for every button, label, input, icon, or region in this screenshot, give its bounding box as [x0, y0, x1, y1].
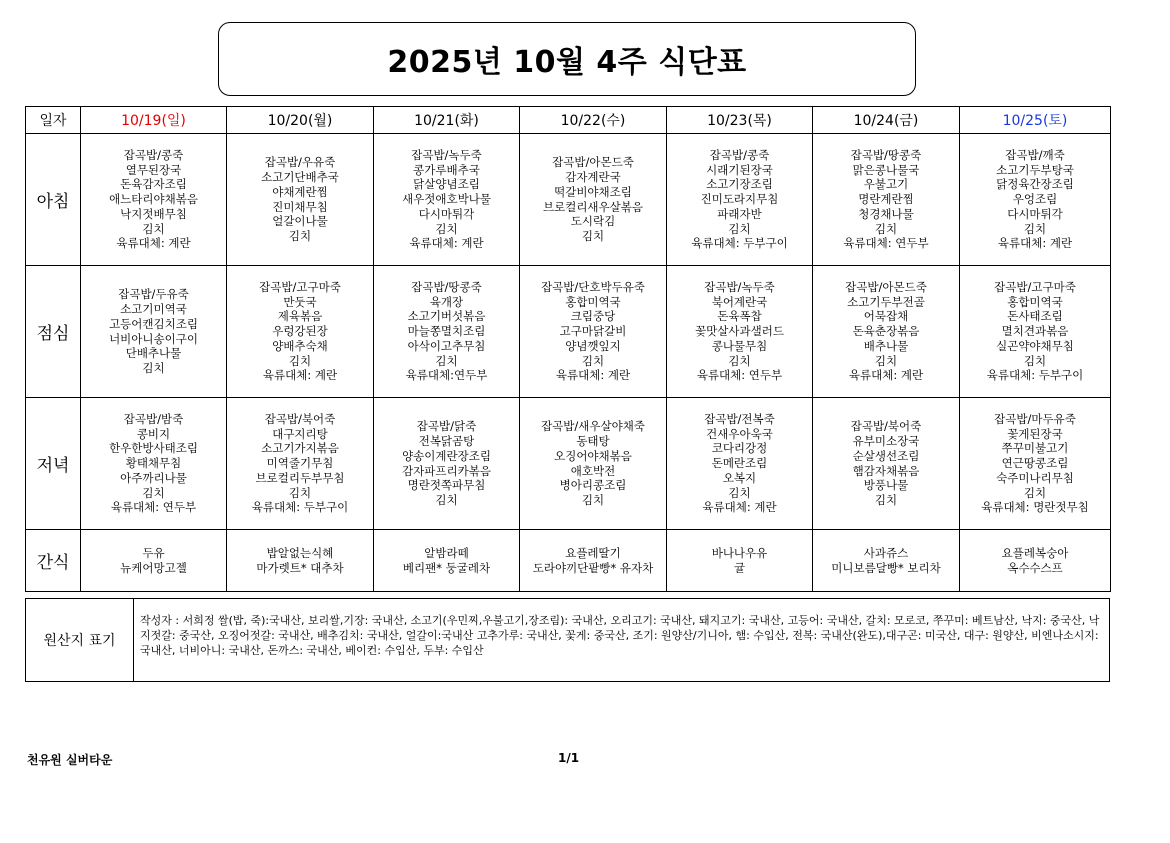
menu-item: 전복닭곰탕 — [418, 434, 475, 449]
menu-item: 숙주미나리무침 — [996, 470, 1074, 485]
menu-item: 김치 — [288, 485, 312, 500]
menu-cell — [960, 266, 1111, 398]
menu-item: 김치 — [581, 492, 605, 507]
menu-cell — [227, 398, 374, 530]
menu-item: 양념깻잎지 — [565, 338, 621, 353]
menu-cell — [960, 530, 1111, 592]
menu-item: 아주까리나물 — [120, 470, 187, 485]
menu-item: 잡곡밥/콩죽 — [709, 148, 770, 163]
menu-item: 육류대체: 계란 — [262, 368, 338, 383]
meal-row — [26, 530, 1111, 592]
meal-row — [26, 398, 1111, 530]
menu-cell — [374, 266, 520, 398]
menu-cell — [81, 134, 227, 266]
menu-cell — [813, 398, 960, 530]
menu-cell — [520, 398, 667, 530]
menu-item: 밥알없는식혜 — [266, 545, 334, 560]
menu-item: 감자파프리카볶음 — [402, 463, 491, 478]
menu-cell — [81, 266, 227, 398]
menu-item: 김치 — [874, 221, 898, 236]
menu-item: 잡곡밥/아몬드죽 — [552, 155, 634, 170]
menu-item: 제육볶음 — [277, 309, 323, 324]
menu-item: 돈육춘장볶음 — [852, 324, 920, 339]
menu-item: 쭈꾸미불고기 — [1001, 441, 1069, 456]
menu-item: 방풍나물 — [863, 478, 909, 493]
menu-item: 김치 — [874, 492, 898, 507]
meal-row — [26, 134, 1111, 266]
menu-item: 소고기버섯볶음 — [407, 309, 486, 324]
menu-item: 닭정육간장조림 — [996, 177, 1074, 192]
menu-cell — [374, 398, 520, 530]
title-box — [218, 22, 916, 96]
menu-item: 진미채무침 — [272, 199, 328, 214]
menu-item: 북어계란국 — [711, 294, 768, 309]
menu-item: 육류대체:연두부 — [405, 368, 488, 383]
menu-item: 단배추나물 — [125, 346, 182, 361]
menu-item: 육류대체: 계란 — [409, 236, 484, 251]
menu-item: 낙지젓배무침 — [120, 206, 187, 221]
menu-item: 김치 — [288, 353, 312, 368]
menu-item: 미니보름달빵* 보리차 — [831, 560, 941, 575]
menu-item: 바나나우유 — [711, 545, 768, 560]
menu-item: 김치 — [435, 353, 458, 368]
menu-item: 잡곡밥/땅콩죽 — [411, 280, 482, 295]
menu-item: 잡곡밥/밤죽 — [123, 412, 184, 427]
day-header: 10/21(화) — [374, 107, 520, 134]
menu-item: 대구지리탕 — [272, 426, 328, 441]
menu-item: 도시락김 — [570, 214, 616, 229]
menu-item: 잡곡밥/녹두죽 — [411, 148, 482, 163]
menu-item: 애호박전 — [570, 463, 616, 478]
menu-item: 양송이계란장조림 — [402, 448, 491, 463]
menu-item: 김치 — [728, 353, 751, 368]
meal-label: 아침 — [26, 134, 81, 266]
menu-item: 소고기가지볶음 — [261, 441, 339, 456]
menu-item: 육류대체: 두부구이 — [691, 236, 788, 251]
menu-table — [25, 106, 1111, 592]
menu-item: 순살생선조림 — [852, 448, 920, 463]
footer-org: 천유원 실버타운 — [27, 753, 113, 767]
menu-cell — [227, 266, 374, 398]
menu-item: 육류대체: 계란 — [997, 236, 1073, 251]
menu-item: 연근땅콩조림 — [1001, 456, 1069, 471]
menu-cell — [960, 134, 1111, 266]
menu-item: 요플레복숭아 — [1001, 545, 1069, 560]
menu-cell — [667, 266, 813, 398]
menu-cell — [813, 530, 960, 592]
menu-item: 요플레딸기 — [565, 545, 621, 560]
menu-cell — [813, 266, 960, 398]
menu-item: 마가렛트* 대추차 — [256, 560, 344, 575]
menu-item: 뉴케어망고젤 — [120, 560, 187, 575]
menu-item: 마늘쫑멸치조림 — [407, 324, 486, 339]
menu-item: 육류대체: 두부구이 — [251, 500, 349, 515]
menu-item: 잡곡밥/새우살야채죽 — [541, 419, 645, 434]
menu-cell — [667, 134, 813, 266]
menu-item: 오징어야채볶음 — [554, 448, 632, 463]
menu-cell — [520, 530, 667, 592]
menu-item: 김치 — [435, 492, 458, 507]
menu-cell — [520, 266, 667, 398]
menu-item: 소고기두부탕국 — [996, 162, 1074, 177]
menu-item: 돈사태조림 — [1007, 309, 1063, 324]
menu-item: 열무된장국 — [125, 162, 182, 177]
menu-item: 너비아니송이구이 — [109, 331, 198, 346]
menu-item: 김치 — [142, 221, 165, 236]
menu-item: 양배추숙채 — [272, 338, 328, 353]
menu-cell — [667, 530, 813, 592]
date-column-header: 일자 — [26, 107, 81, 134]
menu-item: 육류대체: 계란 — [116, 236, 191, 251]
menu-item: 아삭이고추무침 — [407, 338, 486, 353]
menu-item: 꽃맛살사과샐러드 — [695, 324, 784, 339]
menu-item: 떡갈비야채조림 — [554, 184, 632, 199]
menu-item: 김치 — [288, 228, 312, 243]
menu-item: 콩나물무침 — [711, 338, 768, 353]
menu-item: 잡곡밥/닭죽 — [416, 419, 477, 434]
menu-item: 브로컬리두부무침 — [255, 470, 345, 485]
menu-item: 애느타리야채볶음 — [109, 192, 198, 207]
menu-item: 진미도라지무침 — [700, 192, 779, 207]
menu-item: 도라야끼단팥빵* 유자차 — [532, 560, 654, 575]
menu-item: 미역줄기무침 — [266, 456, 334, 471]
menu-item: 잡곡밥/녹두죽 — [704, 280, 775, 295]
menu-item: 유부미소장국 — [852, 434, 920, 449]
menu-item: 돈육폭찹 — [717, 309, 762, 324]
menu-cell — [374, 134, 520, 266]
menu-item: 홍합미역국 — [565, 294, 621, 309]
menu-item: 돈메란조림 — [711, 456, 768, 471]
menu-item: 꽃게된장국 — [1007, 426, 1063, 441]
menu-item: 시래기된장국 — [706, 162, 773, 177]
menu-item: 옥수수스프 — [1007, 560, 1063, 575]
menu-item: 배추나물 — [863, 338, 909, 353]
menu-item: 잡곡밥/콩죽 — [123, 148, 184, 163]
menu-item: 청경채나물 — [858, 206, 914, 221]
meal-label: 간식 — [26, 530, 81, 592]
day-header: 10/23(목) — [667, 107, 813, 134]
menu-item: 육류대체: 연두부 — [696, 368, 783, 383]
menu-item: 소고기두부전골 — [847, 294, 925, 309]
menu-item: 김치 — [1023, 221, 1047, 236]
menu-item: 콩비지 — [136, 426, 171, 441]
menu-item: 파래자반 — [717, 206, 762, 221]
menu-item: 황태채무침 — [125, 456, 182, 471]
origin-text: 작성자 : 서희정 쌀(밥, 죽):국내산, 보리쌀,기장: 국내산, 소고기(우민찌,우불고기,장조림): 국내산, 오리고기: 국내산, 돼지고기: 국내산, 고등어: 국내산, 갈치: 모로코, 쭈꾸미: 베트남산, 낙지: 중국산, 낙지젓갈: 중국산, 오징어젓갈: 국내산, 배추김치: 국내산, 얼갈이:국내산 고추가루: 국내산, 꽃게: 중국산, 조기: 원양산/기니아, 햄: 수입산, 전복: 국내산(완도),대구곤: 미국산, 대구: 원양산, 비엔나소시지: 국내산, 너비아니: 국내산, 돈까스: 국내산, 베이컨: 수입산, 두부: 수입산 — [134, 599, 1110, 682]
menu-item: 잡곡밥/깨죽 — [1005, 148, 1065, 163]
menu-item: 김치 — [1023, 485, 1047, 500]
menu-item: 고등어캔김치조림 — [109, 316, 198, 331]
menu-item: 김치 — [728, 221, 751, 236]
day-header: 10/22(수) — [520, 107, 667, 134]
menu-item: 얼갈이나물 — [272, 214, 328, 229]
menu-item: 육류대체: 계란 — [848, 368, 924, 383]
menu-item: 잡곡밥/북어죽 — [850, 419, 922, 434]
menu-item: 잡곡밥/단호박두유죽 — [541, 280, 645, 295]
menu-cell — [667, 398, 813, 530]
menu-item: 잡곡밥/고구마죽 — [259, 280, 341, 295]
menu-item: 다시마튀각 — [418, 206, 475, 221]
menu-item: 귤 — [733, 560, 746, 575]
menu-item: 고구마닭갈비 — [559, 324, 627, 339]
menu-item: 김치 — [581, 353, 605, 368]
menu-item: 브로컬리새우살볶음 — [543, 199, 643, 214]
menu-item: 맑은콩나물국 — [852, 162, 920, 177]
origin-table — [25, 598, 1110, 682]
menu-item: 크림중당 — [570, 309, 616, 324]
day-header: 10/25(토) — [960, 107, 1111, 134]
menu-item: 육개장 — [429, 294, 464, 309]
menu-item: 동태탕 — [576, 434, 610, 449]
menu-item: 코다리강정 — [711, 441, 768, 456]
menu-item: 우불고기 — [863, 177, 909, 192]
menu-item: 감자계란국 — [565, 170, 621, 185]
menu-item: 콩가루배추국 — [413, 162, 480, 177]
menu-item: 소고기장조림 — [706, 177, 773, 192]
menu-item: 사과쥬스 — [863, 545, 909, 560]
menu-cell — [81, 398, 227, 530]
menu-item: 잡곡밥/우유죽 — [264, 155, 336, 170]
menu-item: 알밤라떼 — [424, 545, 469, 560]
menu-item: 잡곡밥/마두유죽 — [994, 412, 1076, 427]
menu-cell — [960, 398, 1111, 530]
page-title: 2025년 10월 4주 식단표 — [387, 45, 747, 80]
meal-row — [26, 266, 1111, 398]
menu-item: 육류대체: 명란젓무침 — [981, 500, 1089, 515]
menu-item: 우렁강된장 — [272, 324, 328, 339]
page-number: 1/1 — [558, 751, 580, 765]
menu-item: 육류대체: 계란 — [702, 500, 777, 515]
menu-item: 잡곡밥/두유죽 — [118, 287, 189, 302]
day-header: 10/20(월) — [227, 107, 374, 134]
menu-item: 잡곡밥/북어죽 — [264, 412, 336, 427]
menu-item: 김치 — [435, 221, 458, 236]
menu-cell — [227, 134, 374, 266]
menu-item: 육류대체: 두부구이 — [986, 368, 1084, 383]
menu-item: 김치 — [728, 485, 751, 500]
menu-item: 닭살양념조림 — [413, 177, 480, 192]
menu-item: 소고기미역국 — [120, 302, 187, 317]
day-header: 10/19(일) — [81, 107, 227, 134]
menu-item: 돈육감자조림 — [120, 177, 187, 192]
menu-item: 잡곡밥/아몬드죽 — [845, 280, 927, 295]
menu-item: 잡곡밥/전복죽 — [704, 412, 775, 427]
menu-cell — [813, 134, 960, 266]
header-row — [26, 107, 1111, 134]
menu-item: 오복지 — [722, 470, 757, 485]
menu-cell — [81, 530, 227, 592]
menu-cell — [374, 530, 520, 592]
menu-item: 육류대체: 계란 — [555, 368, 631, 383]
meal-label: 점심 — [26, 266, 81, 398]
menu-item: 한우한방사태조림 — [109, 441, 198, 456]
menu-item: 우엉조림 — [1012, 192, 1058, 207]
menu-item: 베리팬* 둥굴레차 — [402, 560, 491, 575]
menu-item: 김치 — [142, 360, 165, 375]
menu-item: 만둣국 — [283, 294, 317, 309]
menu-item: 김치 — [142, 485, 165, 500]
menu-item: 김치 — [874, 353, 898, 368]
menu-item: 건새우아욱국 — [706, 426, 773, 441]
menu-item: 육류대체: 연두부 — [843, 236, 929, 251]
menu-cell — [227, 530, 374, 592]
menu-item: 병아리콩조림 — [559, 478, 627, 493]
menu-item: 다시마튀각 — [1007, 206, 1063, 221]
day-header: 10/24(금) — [813, 107, 960, 134]
menu-item: 홍합미역국 — [1007, 294, 1063, 309]
menu-item: 김치 — [1023, 353, 1047, 368]
menu-item: 새우젓애호박나물 — [402, 192, 491, 207]
menu-item: 두유 — [142, 545, 165, 560]
menu-item: 육류대체: 연두부 — [110, 500, 197, 515]
menu-item: 야채계란찜 — [272, 184, 328, 199]
menu-item: 김치 — [581, 228, 605, 243]
menu-item: 명란젓쪽파무침 — [407, 478, 486, 493]
menu-item: 어묵잡채 — [863, 309, 909, 324]
menu-item: 소고기단배추국 — [261, 170, 339, 185]
menu-item: 명란계란찜 — [858, 192, 914, 207]
menu-cell — [520, 134, 667, 266]
menu-item: 잡곡밥/땅콩죽 — [850, 148, 922, 163]
menu-item: 멸치견과볶음 — [1001, 324, 1069, 339]
meal-label: 저녁 — [26, 398, 81, 530]
origin-label: 원산지 표기 — [26, 599, 134, 682]
menu-item: 잡곡밥/고구마죽 — [994, 280, 1076, 295]
menu-item: 햄감자채볶음 — [852, 463, 920, 478]
menu-item: 실곤약야채무침 — [996, 338, 1074, 353]
